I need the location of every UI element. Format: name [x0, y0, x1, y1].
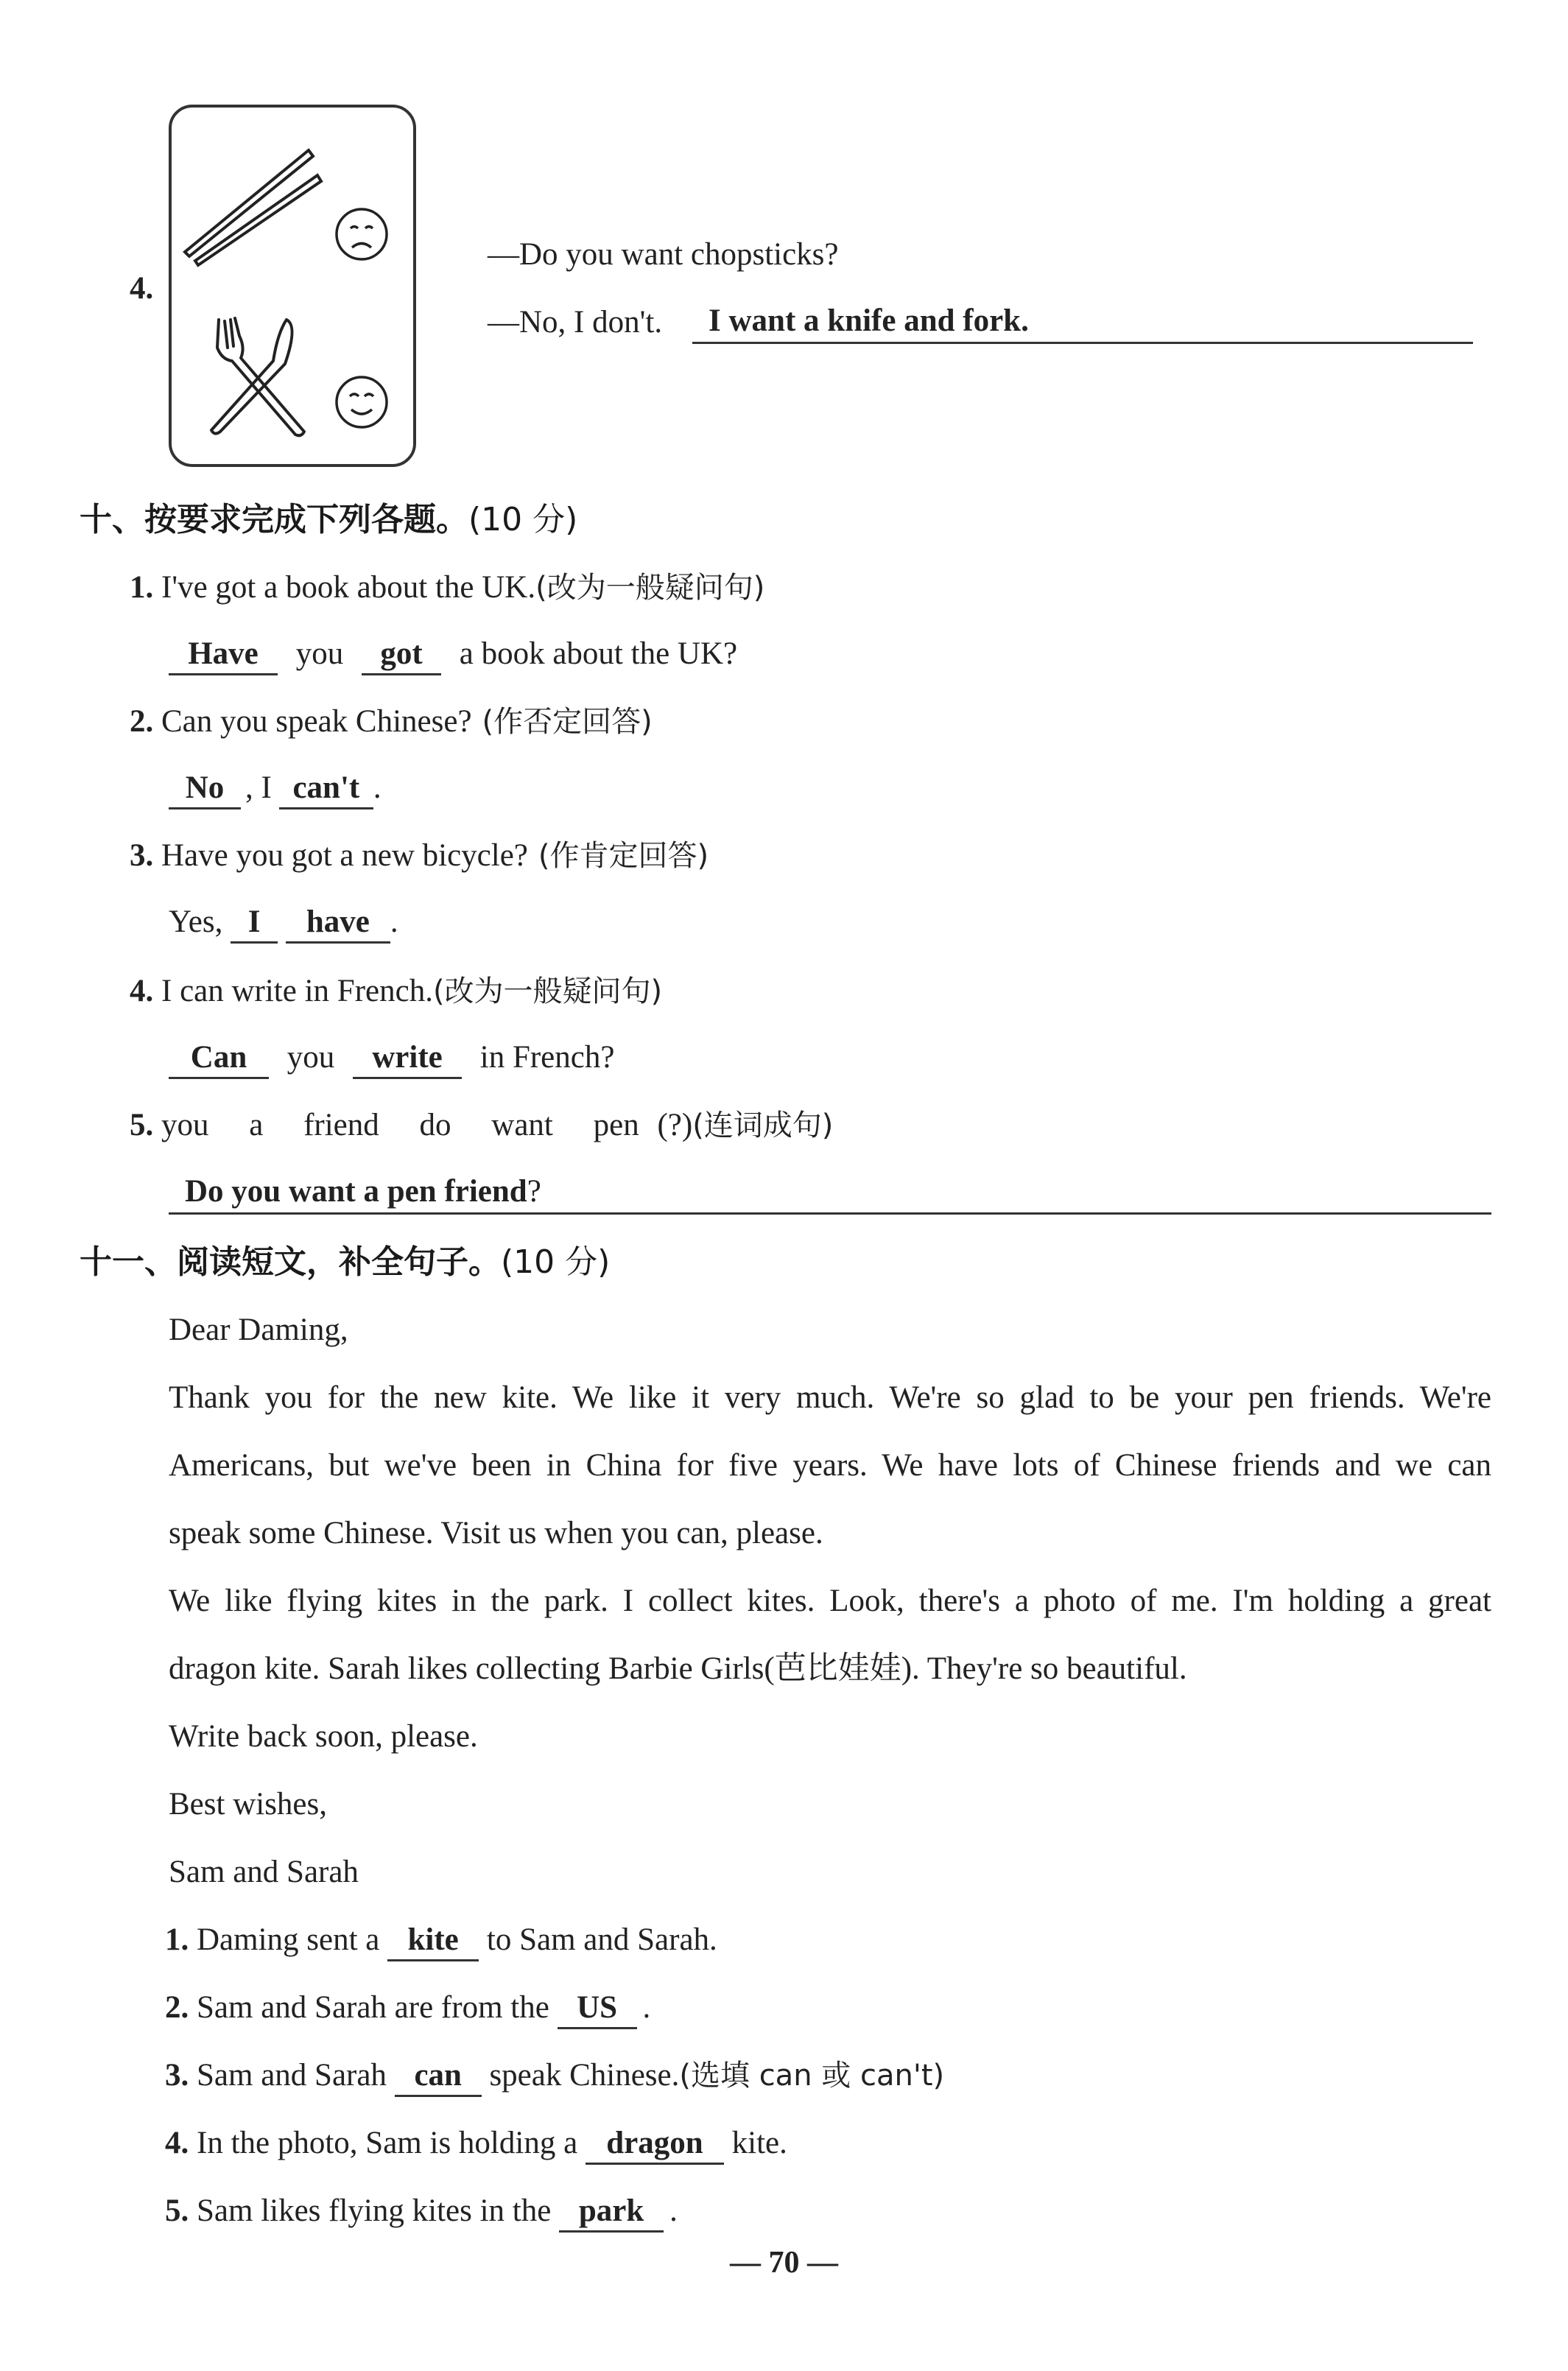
q4-picture-box — [169, 105, 416, 467]
answer-blank: can't — [279, 769, 373, 809]
answer-blank: kite — [387, 1921, 479, 1961]
page-number: — 70 — — [730, 2246, 838, 2280]
answer-blank: can — [395, 2056, 482, 2097]
letter-signature: Sam and Sarah — [169, 1855, 359, 1889]
answer-blank: US — [558, 1989, 637, 2029]
s10-item5-answer-blank: Do you want a pen friend? — [169, 1171, 1491, 1215]
letter-line: We like flying kites in the park. I collect kites. Look, there's a photo of me. I'm holding a great — [169, 1584, 1491, 1618]
q4-question: —Do you want chopsticks? — [488, 237, 839, 272]
frown-face-icon — [337, 209, 387, 259]
chopsticks-icon — [185, 150, 321, 265]
letter-line: Write back soon, please. — [169, 1719, 478, 1754]
s10-item2-answer: No , I can't . — [169, 766, 382, 810]
answer-blank: have — [286, 903, 390, 944]
letter-line: dragon kite. Sarah likes collecting Barbie Girls(芭比娃娃). They're so beautiful. — [169, 1651, 1187, 1686]
s11-item1: 1. Daming sent a kite to Sam and Sarah. — [165, 1918, 717, 1962]
section10-title: 十、按要求完成下列各题。(10 分) — [80, 501, 578, 538]
answer-blank: Have — [169, 635, 278, 675]
s10-item3-answer: Yes, I have . — [169, 900, 398, 944]
s10-item1-question: 1. I've got a book about the UK.(改为一般疑问句) — [130, 570, 765, 605]
letter-closing: Best wishes, — [169, 1787, 327, 1822]
letter-line: Thank you for the new kite. We like it very much. We're so glad to be your pen friends. We're — [169, 1380, 1491, 1415]
letter-line: Americans, but we've been in China for five years. We have lots of Chinese friends and we can — [169, 1448, 1491, 1483]
q4-answer-prefix: —No, I don't. — [488, 305, 663, 340]
letter-line: speak some Chinese. Visit us when you can, please. — [169, 1516, 823, 1550]
s10-item5-question: 5. you a friend do want pen (?)(连词成句) — [130, 1108, 834, 1142]
s11-item2: 2. Sam and Sarah are from the US . — [165, 1986, 650, 2030]
q4-number: 4. — [130, 271, 154, 306]
s10-item4-question: 4. I can write in French.(改为一般疑问句) — [130, 974, 663, 1008]
s11-item4: 4. In the photo, Sam is holding a dragon kite. — [165, 2121, 787, 2165]
q4-answer-blank: I want a knife and fork. — [692, 301, 1473, 344]
letter-greeting: Dear Daming, — [169, 1313, 348, 1347]
answer-blank: Can — [169, 1039, 269, 1079]
s11-item3: 3. Sam and Sarah can speak Chinese.(选填 can 或 can't) — [165, 2054, 944, 2098]
section11-title: 十一、阅读短文，补全句子。(10 分) — [80, 1243, 611, 1281]
answer-blank: I — [231, 903, 278, 944]
s10-item1-answer: Have you got a book about the UK? — [169, 632, 737, 676]
answer-blank: got — [362, 635, 441, 675]
smile-face-icon — [337, 377, 387, 427]
s10-item4-answer: Can you write in French? — [169, 1036, 614, 1080]
s10-item2-question: 2. Can you speak Chinese? (作否定回答) — [130, 704, 653, 739]
answer-blank: write — [353, 1039, 462, 1079]
answer-blank: park — [559, 2192, 664, 2233]
answer-blank: dragon — [586, 2124, 724, 2165]
s10-item3-question: 3. Have you got a new bicycle? (作肯定回答) — [130, 838, 709, 873]
answer-blank: No — [169, 769, 241, 809]
knife-fork-icon — [211, 318, 304, 435]
s11-item5: 5. Sam likes flying kites in the park . — [165, 2189, 678, 2233]
